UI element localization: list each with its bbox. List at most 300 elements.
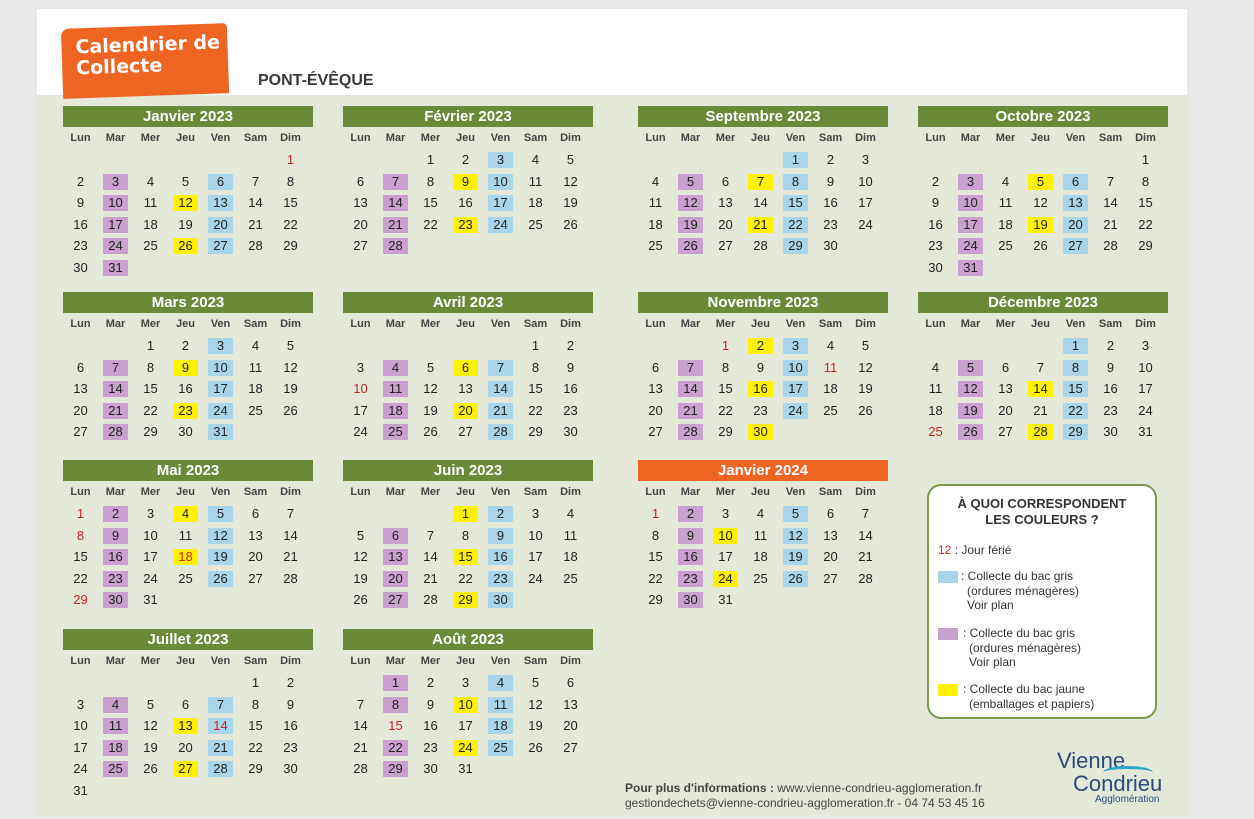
day-cell — [813, 357, 848, 379]
day-number: 2 — [461, 152, 470, 167]
day-cell — [778, 357, 813, 379]
day-number: 17 — [858, 195, 873, 211]
day-cell — [778, 525, 813, 547]
day-cell — [98, 503, 133, 525]
day-cell — [448, 378, 483, 400]
day-cell — [203, 192, 238, 214]
day-cell — [98, 257, 133, 279]
weekday-label: Mar — [105, 486, 126, 498]
day-number: 7 — [748, 174, 773, 190]
day-cell — [673, 235, 708, 257]
day-number: 13 — [173, 718, 198, 734]
weekday-label: Sam — [243, 132, 268, 144]
weekday-label: Sam — [243, 486, 268, 498]
day-number: 9 — [286, 696, 295, 712]
day-number: 26 — [563, 216, 578, 232]
day-cell — [413, 525, 448, 547]
day-cell — [238, 171, 273, 193]
day-cell — [638, 171, 673, 193]
weekday-label: Lun — [350, 486, 371, 498]
empty-cell — [448, 335, 483, 357]
day-number: 10 — [783, 360, 808, 376]
day-number: 9 — [488, 528, 513, 544]
day-cell — [63, 758, 98, 780]
day-number: 30 — [1103, 424, 1118, 440]
day-number: 4 — [566, 506, 575, 521]
day-number: 10 — [528, 527, 543, 543]
day-number: 24 — [958, 238, 983, 254]
weekday-label: Mer — [420, 655, 441, 667]
day-cell — [483, 525, 518, 547]
footer-contact[interactable]: gestiondechets@vienne-condrieu-agglomeration.fr - 04 74 53 45 16 — [625, 796, 985, 810]
day-grid — [638, 149, 888, 257]
day-number: 30 — [103, 592, 128, 608]
day-number: 4 — [651, 173, 660, 189]
logo-line1: Calendrier de — [75, 31, 221, 59]
day-cell — [413, 357, 448, 379]
day-grid — [343, 672, 593, 780]
empty-cell — [133, 149, 168, 171]
empty-cell — [343, 335, 378, 357]
day-number: 23 — [1103, 402, 1118, 418]
day-cell — [553, 400, 588, 422]
day-cell — [168, 758, 203, 780]
day-number: 22 — [718, 402, 733, 418]
legend-blue-text — [961, 569, 1079, 613]
day-number: 23 — [753, 402, 768, 418]
day-cell — [378, 568, 413, 590]
day-cell — [848, 171, 883, 193]
legend-yellow-text — [963, 682, 1094, 711]
day-grid — [63, 672, 313, 802]
day-cell — [133, 568, 168, 590]
day-number: 28 — [208, 761, 233, 777]
empty-cell — [63, 335, 98, 357]
day-cell — [133, 715, 168, 737]
day-cell — [553, 421, 588, 443]
day-cell — [133, 192, 168, 214]
day-number: 15 — [718, 381, 733, 397]
day-number: 15 — [388, 718, 403, 734]
weekday-header — [63, 481, 313, 503]
day-cell — [1093, 378, 1128, 400]
day-cell — [273, 694, 308, 716]
footer-url[interactable]: www.vienne-condrieu-agglomeration.fr — [777, 781, 982, 795]
day-cell — [63, 503, 98, 525]
day-number: 3 — [958, 174, 983, 190]
weekday-label: Dim — [855, 318, 876, 330]
day-number: 14 — [208, 718, 233, 734]
empty-cell — [343, 503, 378, 525]
day-cell — [483, 149, 518, 171]
day-cell — [343, 357, 378, 379]
weekday-label: Lun — [925, 318, 946, 330]
day-number: 10 — [103, 195, 128, 211]
day-cell — [168, 421, 203, 443]
day-number: 9 — [756, 359, 765, 375]
day-cell — [673, 421, 708, 443]
day-number: 2 — [103, 506, 128, 522]
legend-purple-line3: Voir plan — [969, 655, 1016, 669]
day-cell — [98, 421, 133, 443]
weekday-label: Lun — [350, 655, 371, 667]
month-block — [918, 292, 1168, 443]
day-number: 11 — [383, 381, 408, 397]
weekday-label: Ven — [210, 132, 231, 144]
day-number: 5 — [958, 360, 983, 376]
day-cell — [553, 568, 588, 590]
month-title: Juillet 2023 — [63, 629, 313, 650]
brand-logo — [1055, 748, 1167, 808]
day-cell — [378, 357, 413, 379]
day-cell — [203, 758, 238, 780]
day-number: 19 — [1028, 217, 1053, 233]
day-cell — [848, 149, 883, 171]
day-cell — [778, 568, 813, 590]
day-number: 20 — [648, 402, 663, 418]
weekday-label: Mar — [105, 318, 126, 330]
empty-cell — [483, 335, 518, 357]
weekday-label: Lun — [645, 486, 666, 498]
day-number: 5 — [181, 173, 190, 189]
day-cell — [953, 378, 988, 400]
day-cell — [238, 378, 273, 400]
day-cell — [1058, 357, 1093, 379]
day-number: 14 — [858, 527, 873, 543]
day-number: 3 — [1141, 338, 1150, 353]
weekday-label: Lun — [70, 486, 91, 498]
day-number: 28 — [383, 238, 408, 254]
day-number: 15 — [453, 549, 478, 565]
weekday-label: Mar — [105, 655, 126, 667]
day-number: 8 — [76, 527, 85, 543]
day-cell — [378, 589, 413, 611]
day-cell — [518, 357, 553, 379]
day-number: 3 — [208, 338, 233, 354]
weekday-label: Lun — [350, 318, 371, 330]
day-number: 16 — [423, 718, 438, 734]
day-number: 26 — [423, 424, 438, 440]
day-number: 10 — [208, 360, 233, 376]
day-number: 13 — [823, 527, 838, 543]
day-number: 29 — [528, 424, 543, 440]
day-cell — [813, 335, 848, 357]
day-cell — [518, 171, 553, 193]
day-number: 23 — [173, 403, 198, 419]
day-cell — [813, 503, 848, 525]
day-cell — [638, 503, 673, 525]
day-number: 26 — [283, 402, 298, 418]
day-number: 15 — [248, 718, 263, 734]
day-number: 22 — [383, 740, 408, 756]
empty-cell — [238, 149, 273, 171]
day-number: 19 — [528, 718, 543, 734]
day-cell — [273, 715, 308, 737]
day-cell — [203, 568, 238, 590]
day-cell — [238, 715, 273, 737]
day-cell — [518, 378, 553, 400]
day-number: 4 — [251, 338, 260, 353]
empty-cell — [63, 672, 98, 694]
day-cell — [203, 421, 238, 443]
footer-label: Pour plus d'informations : — [625, 781, 774, 795]
day-cell — [483, 171, 518, 193]
weekday-label: Mer — [140, 486, 161, 498]
day-cell — [483, 737, 518, 759]
day-cell — [378, 737, 413, 759]
empty-cell — [168, 672, 203, 694]
day-number: 27 — [353, 238, 368, 254]
day-number: 3 — [488, 152, 513, 168]
day-cell — [203, 357, 238, 379]
day-cell — [413, 758, 448, 780]
day-number: 7 — [356, 696, 365, 712]
day-cell — [343, 525, 378, 547]
day-number: 24 — [1138, 402, 1153, 418]
day-cell — [413, 171, 448, 193]
day-number: 3 — [783, 338, 808, 354]
day-cell — [483, 694, 518, 716]
day-cell — [778, 171, 813, 193]
day-number: 14 — [248, 195, 263, 211]
empty-cell — [133, 672, 168, 694]
day-number: 14 — [488, 381, 513, 397]
day-number: 26 — [678, 238, 703, 254]
day-number: 28 — [248, 238, 263, 254]
day-cell — [483, 589, 518, 611]
day-cell — [273, 335, 308, 357]
day-cell — [343, 192, 378, 214]
day-cell — [238, 758, 273, 780]
weekday-label: Jeu — [176, 132, 195, 144]
day-cell — [448, 589, 483, 611]
day-number: 2 — [678, 506, 703, 522]
day-number: 5 — [208, 506, 233, 522]
day-cell — [343, 737, 378, 759]
day-cell — [553, 503, 588, 525]
day-cell — [553, 149, 588, 171]
day-cell — [953, 357, 988, 379]
weekday-label: Mar — [105, 132, 126, 144]
day-number: 2 — [931, 173, 940, 189]
day-number: 9 — [103, 528, 128, 544]
day-number: 10 — [958, 195, 983, 211]
day-number: 9 — [1106, 359, 1115, 375]
day-number: 9 — [453, 174, 478, 190]
day-number: 23 — [823, 216, 838, 232]
day-number: 19 — [858, 381, 873, 397]
day-number: 5 — [426, 359, 435, 375]
day-number: 12 — [678, 195, 703, 211]
weekday-label: Lun — [925, 132, 946, 144]
day-cell — [238, 503, 273, 525]
day-cell — [448, 214, 483, 236]
empty-cell — [1093, 149, 1128, 171]
day-number: 25 — [563, 570, 578, 586]
day-cell — [638, 235, 673, 257]
day-cell — [988, 235, 1023, 257]
day-cell — [168, 214, 203, 236]
month-title: Novembre 2023 — [638, 292, 888, 313]
day-number: 8 — [383, 697, 408, 713]
day-number: 5 — [566, 152, 575, 167]
day-cell — [203, 400, 238, 422]
day-number: 27 — [173, 761, 198, 777]
day-cell — [413, 378, 448, 400]
day-grid — [918, 335, 1168, 443]
day-number: 18 — [563, 549, 578, 565]
day-cell — [918, 171, 953, 193]
day-number: 27 — [563, 739, 578, 755]
day-number: 2 — [1106, 338, 1115, 353]
day-number: 25 — [103, 761, 128, 777]
weekday-label: Jeu — [1031, 132, 1050, 144]
day-cell — [238, 568, 273, 590]
empty-cell — [378, 149, 413, 171]
day-cell — [1023, 400, 1058, 422]
day-cell — [238, 400, 273, 422]
day-number: 22 — [73, 570, 88, 586]
day-number: 5 — [146, 696, 155, 712]
day-cell — [168, 335, 203, 357]
weekday-header — [343, 481, 593, 503]
day-cell — [708, 525, 743, 547]
day-number: 7 — [1106, 173, 1115, 189]
empty-cell — [63, 149, 98, 171]
day-number: 4 — [931, 359, 940, 375]
weekday-label: Sam — [818, 318, 843, 330]
day-cell — [778, 546, 813, 568]
legend-blue-swatch — [938, 571, 958, 583]
day-number: 4 — [146, 173, 155, 189]
day-cell — [778, 378, 813, 400]
day-number: 14 — [678, 381, 703, 397]
day-cell — [1128, 171, 1163, 193]
day-number: 24 — [143, 570, 158, 586]
day-number: 9 — [566, 359, 575, 375]
day-cell — [708, 192, 743, 214]
day-number: 14 — [423, 549, 438, 565]
day-number: 23 — [283, 739, 298, 755]
day-number: 21 — [1103, 216, 1118, 232]
day-cell — [1093, 214, 1128, 236]
day-number: 30 — [423, 761, 438, 777]
day-number: 14 — [383, 195, 408, 211]
day-cell — [778, 335, 813, 357]
day-cell — [483, 357, 518, 379]
day-cell — [953, 400, 988, 422]
day-cell — [813, 378, 848, 400]
weekday-label: Mar — [680, 132, 701, 144]
day-number: 24 — [353, 424, 368, 440]
day-cell — [203, 335, 238, 357]
day-cell — [98, 758, 133, 780]
day-cell — [448, 568, 483, 590]
day-number: 28 — [753, 238, 768, 254]
day-cell — [778, 235, 813, 257]
day-cell — [553, 192, 588, 214]
day-cell — [743, 546, 778, 568]
day-cell — [743, 421, 778, 443]
day-cell — [708, 214, 743, 236]
empty-cell — [673, 149, 708, 171]
day-cell — [553, 672, 588, 694]
day-grid — [63, 149, 313, 279]
day-cell — [708, 335, 743, 357]
weekday-label: Dim — [560, 132, 581, 144]
day-cell — [918, 378, 953, 400]
weekday-label: Mer — [420, 486, 441, 498]
month-title: Mai 2023 — [63, 460, 313, 481]
day-number: 28 — [488, 424, 513, 440]
day-number: 6 — [721, 173, 730, 189]
day-cell — [1093, 335, 1128, 357]
day-number: 1 — [146, 338, 155, 353]
day-number: 10 — [713, 528, 738, 544]
day-grid — [343, 335, 593, 443]
day-number: 22 — [283, 216, 298, 232]
day-cell — [988, 171, 1023, 193]
empty-cell — [953, 149, 988, 171]
day-cell — [63, 214, 98, 236]
legend-box — [927, 484, 1157, 719]
day-number: 18 — [103, 740, 128, 756]
weekday-label: Mer — [420, 132, 441, 144]
day-cell — [518, 568, 553, 590]
day-number: 3 — [146, 506, 155, 521]
day-cell — [133, 357, 168, 379]
empty-cell — [988, 335, 1023, 357]
month-title: Décembre 2023 — [918, 292, 1168, 313]
day-grid — [638, 335, 888, 443]
day-cell — [413, 568, 448, 590]
day-cell — [133, 694, 168, 716]
weekday-label: Ven — [490, 655, 511, 667]
day-cell — [168, 235, 203, 257]
day-number: 29 — [1063, 424, 1088, 440]
day-cell — [413, 400, 448, 422]
day-number: 9 — [678, 528, 703, 544]
day-number: 12 — [353, 549, 368, 565]
day-cell — [483, 378, 518, 400]
day-number: 16 — [488, 549, 513, 565]
day-cell — [518, 214, 553, 236]
day-cell — [673, 378, 708, 400]
day-number: 1 — [251, 675, 260, 690]
day-cell — [988, 357, 1023, 379]
day-cell — [518, 546, 553, 568]
day-cell — [273, 672, 308, 694]
day-cell — [273, 378, 308, 400]
day-number: 11 — [648, 195, 663, 211]
day-grid — [63, 503, 313, 611]
day-number: 27 — [208, 238, 233, 254]
day-number: 31 — [73, 782, 88, 798]
day-number: 11 — [178, 527, 193, 543]
day-number: 26 — [173, 238, 198, 254]
empty-cell — [98, 149, 133, 171]
day-cell — [743, 400, 778, 422]
day-number: 6 — [383, 528, 408, 544]
weekday-label: Ven — [785, 132, 806, 144]
day-number: 30 — [928, 259, 943, 275]
legend-title-line2: LES COULEURS ? — [985, 512, 1099, 527]
month-title: Février 2023 — [343, 106, 593, 127]
day-cell — [988, 192, 1023, 214]
weekday-label: Sam — [523, 318, 548, 330]
day-number: 30 — [73, 259, 88, 275]
day-number: 2 — [286, 675, 295, 690]
